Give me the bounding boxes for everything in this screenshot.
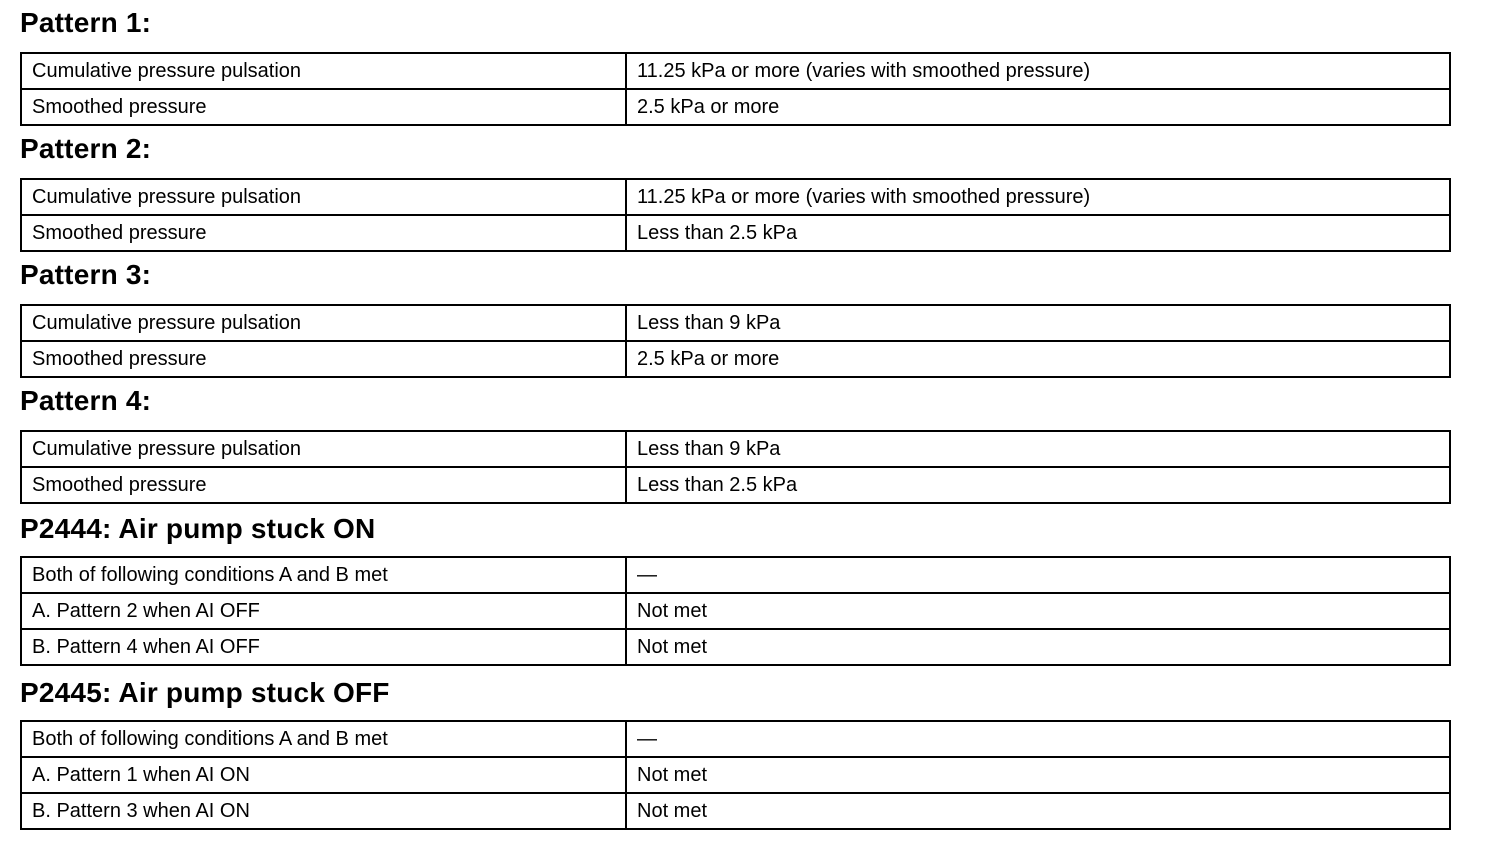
condition-label: Smoothed pressure [21, 467, 626, 503]
condition-value: 11.25 kPa or more (varies with smoothed pressure) [626, 179, 1450, 215]
condition-value: 2.5 kPa or more [626, 341, 1450, 377]
section-heading: Pattern 4: [20, 385, 152, 416]
table-row [21, 305, 1450, 341]
table-row [21, 629, 1450, 665]
condition-value: Not met [626, 629, 1450, 665]
table-row [21, 431, 1450, 467]
condition-label: B. Pattern 3 when AI ON [21, 793, 626, 829]
condition-value: — [626, 721, 1450, 757]
table-row [21, 757, 1450, 793]
condition-value: 11.25 kPa or more (varies with smoothed pressure) [626, 53, 1450, 89]
table-row [21, 793, 1450, 829]
condition-value: Less than 9 kPa [626, 431, 1450, 467]
section-heading: Pattern 2: [20, 133, 152, 164]
condition-value: — [626, 557, 1450, 593]
condition-label: Smoothed pressure [21, 215, 626, 251]
pattern-2-table [20, 178, 1451, 252]
table-row [21, 721, 1450, 757]
condition-label: Cumulative pressure pulsation [21, 179, 626, 215]
condition-label: Cumulative pressure pulsation [21, 305, 626, 341]
section-heading: P2445: Air pump stuck OFF [20, 677, 390, 708]
p2445-table [20, 720, 1451, 830]
condition-label: Both of following conditions A and B met [21, 557, 626, 593]
condition-value: Less than 2.5 kPa [626, 467, 1450, 503]
table-row [21, 557, 1450, 593]
table-row [21, 593, 1450, 629]
condition-value: Not met [626, 757, 1450, 793]
table-row [21, 341, 1450, 377]
condition-label: Both of following conditions A and B met [21, 721, 626, 757]
condition-label: A. Pattern 1 when AI ON [21, 757, 626, 793]
pattern-1-table [20, 52, 1451, 126]
pattern-4-table [20, 430, 1451, 504]
condition-value: Less than 2.5 kPa [626, 215, 1450, 251]
table-row [21, 215, 1450, 251]
condition-label: Cumulative pressure pulsation [21, 431, 626, 467]
table-row [21, 53, 1450, 89]
condition-label: B. Pattern 4 when AI OFF [21, 629, 626, 665]
condition-value: Less than 9 kPa [626, 305, 1450, 341]
section-heading: P2444: Air pump stuck ON [20, 513, 376, 544]
condition-label: Smoothed pressure [21, 341, 626, 377]
pattern-3-table [20, 304, 1451, 378]
table-row [21, 179, 1450, 215]
condition-label: Smoothed pressure [21, 89, 626, 125]
p2444-table [20, 556, 1451, 666]
section-heading: Pattern 1: [20, 7, 152, 38]
condition-label: A. Pattern 2 when AI OFF [21, 593, 626, 629]
condition-value: Not met [626, 793, 1450, 829]
condition-value: 2.5 kPa or more [626, 89, 1450, 125]
section-heading: Pattern 3: [20, 259, 152, 290]
table-row [21, 467, 1450, 503]
condition-label: Cumulative pressure pulsation [21, 53, 626, 89]
table-row [21, 89, 1450, 125]
condition-value: Not met [626, 593, 1450, 629]
